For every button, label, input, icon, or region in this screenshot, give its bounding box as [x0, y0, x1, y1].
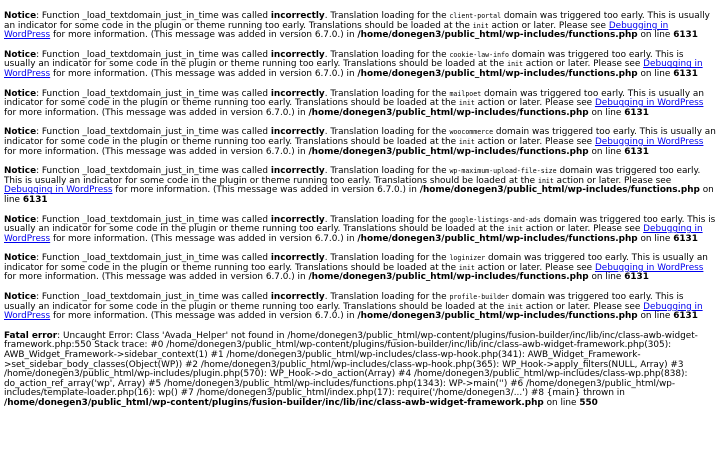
notice-text: domain was triggered too early. This is usually an indicator for some code in the plugin or theme running too early. Translations should be loaded at the [4, 11, 710, 31]
notice-text: for more information. (This message was added in version 6.7.0.) in [50, 311, 358, 322]
fatal-error-label: Fatal error [4, 330, 58, 341]
debugging-in-wordpress-link[interactable]: Debugging in WordPress [4, 185, 113, 196]
text-domain: loginizer [449, 254, 486, 263]
notice-file-path: /home/donegen3/public_html/wp-includes/functions.php [357, 311, 638, 322]
notice-file-path: /home/donegen3/public_html/wp-includes/functions.php [419, 185, 700, 196]
init-hook-code: init [537, 176, 554, 185]
notice-on-line-text: on line [637, 311, 674, 322]
debugging-in-wordpress-link[interactable]: Debugging in WordPress [4, 59, 703, 79]
notice-on-line-text: on line [637, 233, 674, 244]
text-domain: woocommerce [449, 128, 494, 137]
fatal-error-message [4, 332, 716, 409]
notice-text: domain was triggered too early. This is usually an indicator for some code in the plugin or theme running too early. Translations should be loaded at the [4, 214, 716, 235]
notice-emphasis: incorrectly [270, 88, 325, 99]
notice-message [4, 293, 716, 322]
notice-text: for more information. (This message was added in version 6.7.0.) in [50, 30, 358, 41]
notice-line-number: 6131 [624, 146, 649, 157]
init-hook-code: init [472, 21, 489, 30]
notice-text: domain was triggered too early. This is usually an indicator for some code in the plugin or theme running too early. Translations should be loaded at the [4, 88, 704, 109]
notice-on-line-text: on line [637, 30, 674, 41]
notice-message [4, 90, 716, 119]
notice-label: Notice [4, 292, 37, 303]
text-domain: client-portal [449, 12, 502, 20]
notice-file-path: /home/donegen3/public_html/wp-includes/functions.php [308, 146, 589, 157]
notice-line-number: 6131 [673, 30, 698, 41]
fatal-error-line-number: 550 [579, 398, 598, 408]
notice-text: for more information. (This message was added in version 6.7.0.) in [112, 185, 420, 196]
init-hook-code: init [507, 302, 523, 311]
notice-text: action or later. Please see [474, 262, 595, 273]
text-domain: profile-builder [449, 293, 509, 302]
notice-on-line-text: on line [588, 272, 625, 283]
notice-text: : Function _load_textdomain_just_in_time was called [36, 127, 271, 138]
notice-label: Notice [4, 49, 37, 60]
notice-file-path: /home/donegen3/public_html/wp-includes/functions.php [357, 30, 638, 41]
notice-message [4, 216, 716, 245]
notice-text: . Translation loading for the [324, 88, 450, 99]
notice-text: . Translation loading for the [324, 11, 450, 21]
notice-text: action or later. Please see [553, 175, 672, 186]
notice-text: for more information. (This message was added in version 6.7.0.) in [50, 233, 358, 244]
notice-text: for more information. (This message was added in version 6.7.0.) in [4, 146, 309, 157]
notice-file-path: /home/donegen3/public_html/wp-includes/functions.php [357, 233, 638, 244]
text-domain: mailpoet [449, 89, 482, 98]
notice-emphasis: incorrectly [270, 292, 325, 303]
notice-text: . Translation loading for the [324, 292, 450, 303]
notice-text: domain was triggered too early. This is usually an indicator for some code in the plugin or theme running too early. Translations should be loaded at the [4, 49, 684, 70]
init-hook-code: init [507, 60, 523, 69]
notice-label: Notice [4, 253, 37, 264]
notice-message [4, 167, 716, 205]
notice-text: action or later. Please see [488, 20, 609, 31]
notice-message [4, 12, 716, 41]
notice-line-number: 6131 [624, 272, 649, 283]
notice-emphasis: incorrectly [270, 166, 325, 177]
notice-message [4, 254, 716, 283]
notice-line-number: 6131 [673, 233, 698, 244]
notice-text: : Function _load_textdomain_just_in_time was called [36, 88, 271, 99]
notice-message [4, 128, 716, 157]
notice-text: for more information. (This message was added in version 6.7.0.) in [4, 107, 309, 118]
text-domain: wp-maximum-upload-file-size [449, 167, 557, 176]
notice-label: Notice [4, 214, 37, 225]
notice-line-number: 6131 [624, 107, 649, 118]
notice-text: . Translation loading for the [324, 253, 450, 264]
notice-text: for more information. (This message was added in version 6.7.0.) in [50, 68, 358, 79]
notice-message [4, 51, 716, 80]
notice-text: domain was triggered too early. This is usually an indicator for some code in the plugin or theme running too early. Translations should be loaded at the [4, 253, 708, 273]
notice-text: . Translation loading for the [324, 127, 450, 138]
notice-on-line-text: on line [588, 146, 625, 157]
notice-text: action or later. Please see [522, 224, 644, 235]
notice-text: : Function _load_textdomain_just_in_time was called [36, 11, 271, 21]
debugging-in-wordpress-link[interactable]: Debugging in WordPress [594, 98, 704, 109]
notice-file-path: /home/donegen3/public_html/wp-includes/functions.php [357, 68, 638, 79]
notice-line-number: 6131 [673, 311, 698, 322]
init-hook-code: init [458, 137, 475, 146]
init-hook-code: init [507, 225, 523, 234]
notice-text: : Function _load_textdomain_just_in_time was called [36, 49, 271, 60]
notice-text: domain was triggered too early. This is usually an indicator for some code in the plugin or theme running too early. Translations should be loaded at the [4, 127, 716, 147]
notice-emphasis: incorrectly [270, 127, 325, 138]
notice-on-line-text: on line [637, 68, 674, 79]
notice-text: action or later. Please see [522, 59, 644, 70]
notice-text: for more information. (This message was added in version 6.7.0.) in [4, 272, 309, 283]
debugging-in-wordpress-link[interactable]: Debugging in WordPress [594, 262, 704, 273]
notice-text: . Translation loading for the [324, 49, 450, 60]
notice-label: Notice [4, 166, 37, 177]
notice-line-number: 6131 [673, 68, 698, 79]
notice-emphasis: incorrectly [270, 253, 325, 264]
init-hook-code: init [458, 263, 475, 272]
notice-label: Notice [4, 88, 37, 99]
notice-text: . Translation loading for the [324, 166, 450, 177]
notice-text: action or later. Please see [522, 301, 644, 312]
notice-text: : Function _load_textdomain_just_in_time was called [36, 253, 271, 264]
notice-label: Notice [4, 11, 37, 21]
text-domain: cookie-law-info [449, 50, 509, 59]
notice-text: : Function _load_textdomain_just_in_time was called [36, 214, 271, 225]
debugging-in-wordpress-link[interactable]: Debugging in WordPress [4, 224, 703, 244]
notice-file-path: /home/donegen3/public_html/wp-includes/functions.php [308, 272, 589, 283]
notice-file-path: /home/donegen3/public_html/wp-includes/functions.php [308, 107, 589, 118]
notice-emphasis: incorrectly [270, 214, 325, 225]
notice-list [4, 12, 716, 322]
notice-text: action or later. Please see [474, 136, 595, 147]
notice-text: domain was triggered too early. This is usually an indicator for some code in the plugin or theme running too early. Translations should be loaded at the [4, 292, 684, 312]
notice-text: action or later. Please see [474, 98, 595, 109]
notice-emphasis: incorrectly [270, 11, 325, 21]
notice-text: : Function _load_textdomain_just_in_time was called [36, 292, 271, 303]
text-domain: google-listings-and-ads [449, 215, 541, 224]
notice-text: : Function _load_textdomain_just_in_time was called [36, 166, 271, 177]
debugging-in-wordpress-link[interactable]: Debugging in WordPress [4, 301, 703, 322]
notice-line-number: 6131 [22, 194, 48, 205]
notice-emphasis: incorrectly [270, 49, 325, 60]
debugging-in-wordpress-link[interactable]: Debugging in WordPress [4, 20, 669, 41]
notice-text: . Translation loading for the [324, 214, 450, 225]
debugging-in-wordpress-link[interactable]: Debugging in WordPress [594, 136, 704, 147]
init-hook-code: init [458, 99, 475, 108]
notice-on-line-text: on line [588, 107, 625, 118]
notice-label: Notice [4, 127, 37, 138]
notice-text: domain was triggered too early. This is usually an indicator for some code in the plugin or theme running too early. Translations should be loaded at the [4, 166, 701, 186]
fatal-error-text: : Uncaught Error: Class 'Avada_Helper' not found in /home/donegen3/public_html/wp-content/plugins/fusion-builder/inc/lib/inc/class-awb-widget-framework.php:550 Stack trace: #0 /home/donegen3/public_html/wp-content/plugins/fusion-builder/inc/lib/inc/class-awb-widget-framework.php(305): AWB_Widget_Framework->sidebar_context(1) #1 /home/donegen3/public_html/wp-includes/class-wp-hook.php(341): AWB_Widget_Framework->set_sidebar_body_classes(Object(WP)) #2 /home/donegen3/public_html/wp-includes/class-wp-hook.php(365): WP_Hook->apply_filters(NULL, Array) #3 /home/donegen3/public_html/wp-includes/plugin.php(570): WP_Hook->do_action(Array) #4 /home/donegen3/public_html/wp-includes/class-wp.php(838): do_action_ref_array('wp', Array) #5 /home/donegen3/public_html/wp-includes/functions.php(1343): WP->main('') #6 /home/donegen3/public_html/wp-includes/template-loader.php(16): wp() #7 /home/donegen3/public_html/index.php(17): require('/home/donegen3/...') #8 {main} thrown in [4, 330, 698, 399]
notice-on-line-text: on line [4, 185, 714, 205]
fatal-error-file-path: /home/donegen3/public_html/wp-content/plugins/fusion-builder/inc/lib/inc/class-awb-widget-framework.php [4, 398, 544, 408]
fatal-error-on-line-text: on line [543, 398, 580, 408]
